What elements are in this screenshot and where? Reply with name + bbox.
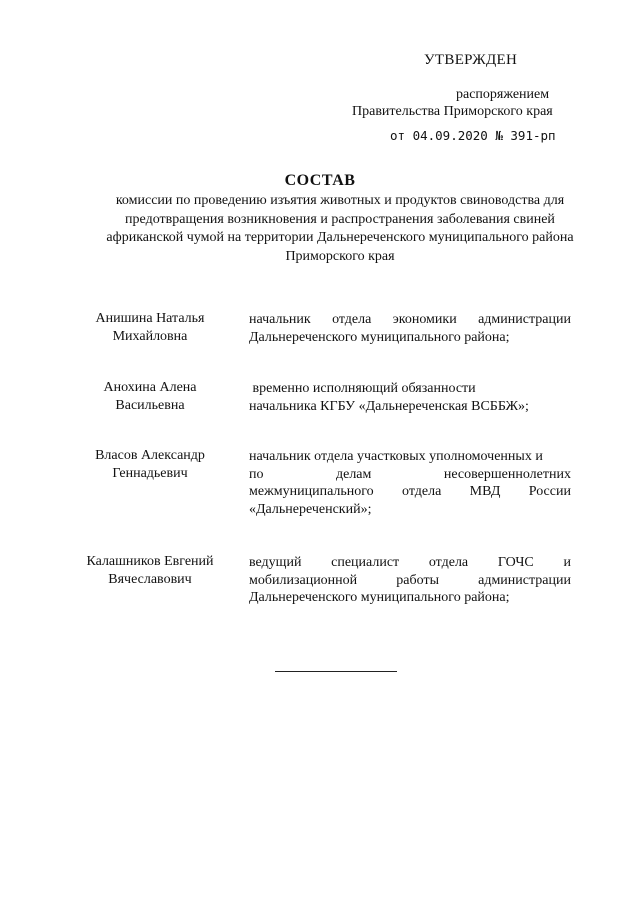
role-word: МВД [469,484,501,499]
role-word: отдела [428,555,469,570]
role-line [249,554,571,572]
role-line [249,589,571,607]
role-word: отдела [402,484,442,499]
member-patronymic: Вячеславович [108,572,192,587]
member-surname-firstname: Калашников Евгений [86,554,214,569]
member-surname-firstname: Власов Александр [95,448,205,463]
role-word: администрации [478,572,571,588]
role-line [249,448,571,466]
member-name [80,379,220,415]
document-title: СОСТАВ [284,172,356,189]
approval-decree-label: распоряжением [456,87,550,102]
subtitle-line: предотвращения возникновения и распространения заболевания свиней [125,211,555,227]
role-word: несовершеннолетних [443,466,571,482]
member-surname-firstname: Анишина Наталья [95,311,205,326]
role-word: начальник [249,312,311,327]
member-patronymic: Михайловна [112,329,188,344]
role-word: делам [335,466,372,482]
role-line [249,501,571,519]
approval-title: УТВЕРЖДЕН [424,52,518,68]
member-role [249,448,571,518]
role-text: начальника КГБУ «Дальнереченская ВСББЖ»; [249,398,529,414]
role-line [249,572,571,590]
role-text: временно исполняющий обязанности [249,381,476,396]
role-text: Дальнереченского муниципального района; [249,590,510,605]
role-text: Дальнереченского муниципального района; [249,329,510,345]
role-line [249,398,571,416]
role-word: экономики [392,312,457,327]
member-role [249,380,571,415]
role-word: администрации [478,312,571,327]
member-name [80,553,220,589]
subtitle-line: Приморского края [285,248,395,264]
role-word: межмуниципального [249,484,374,499]
role-line [249,311,571,329]
role-line [249,329,571,347]
subtitle-line: комиссии по проведению изъятия животных и продуктов свиноводства для [115,193,565,208]
member-role [249,554,571,607]
role-line [249,483,571,501]
role-text: начальник отдела участковых уполномоченных и [249,449,543,464]
role-word: работы [396,572,439,588]
member-patronymic: Васильевна [115,398,185,413]
member-patronymic: Геннадьевич [112,466,188,481]
role-word: и [563,555,571,570]
role-word: специалист [331,555,400,570]
role-line [249,466,571,484]
member-name [80,447,220,483]
role-word: мобилизационной [249,572,358,588]
approval-date-number: от 04.09.2020 № 391-рп [390,128,556,143]
role-word: России [528,484,571,499]
role-word: ведущий [249,555,302,570]
role-word: ГОЧС [497,555,534,570]
role-line [249,380,571,398]
role-word: отдела [332,312,372,327]
document-subtitle [80,192,600,266]
member-surname-firstname: Анохина Алена [103,380,197,395]
subtitle-line: африканской чумой на территории Дальнереченского муниципального района [106,230,574,245]
closing-rule [275,671,397,672]
approval-issuer: Правительства Приморского края [352,104,553,119]
member-name [80,310,220,346]
role-word: по [249,466,264,482]
member-role [249,311,571,346]
role-text: «Дальнереченский»; [249,501,372,517]
